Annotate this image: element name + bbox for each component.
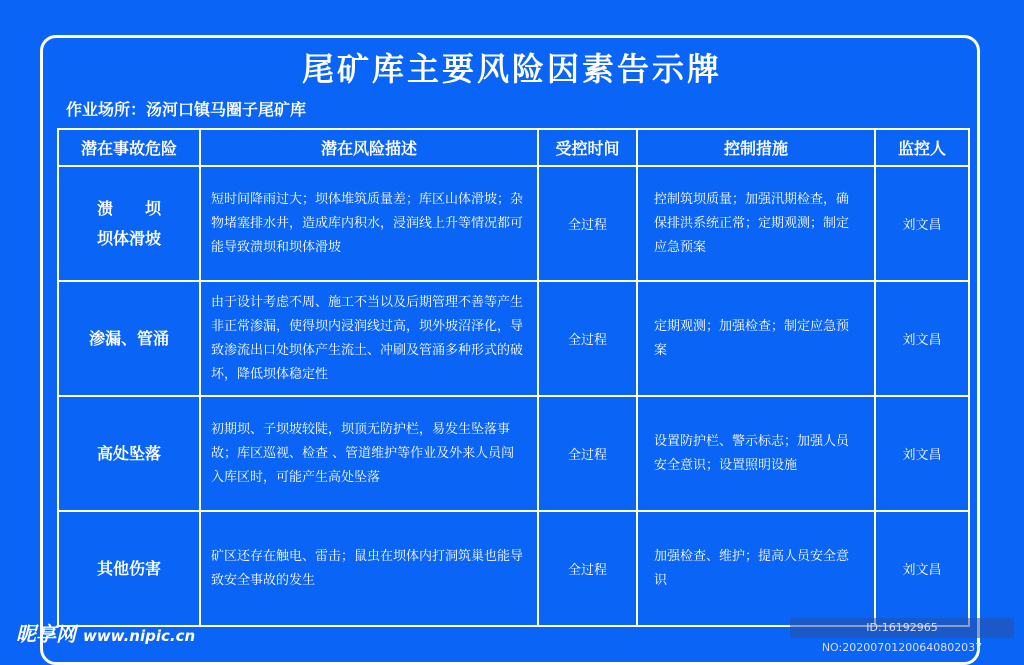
description-cell: 由于设计考虑不周、施工不当以及后期管理不善等产生非正常渗漏，使得坝内浸润线过高，坝外坡沼泽化，导致渗流出口处坝体产生流土、冲刷及管涌多种形式的破坏，降低坝体稳定性 bbox=[200, 281, 538, 396]
watermark-logo-text: 昵享网 bbox=[16, 622, 76, 646]
work-site: 作业场所：汤河口镇马圈子尾矿库 bbox=[66, 100, 307, 119]
control-cell: 定期观测；加强检查；制定应急预案 bbox=[637, 281, 875, 396]
time-cell: 全过程 bbox=[538, 396, 637, 511]
watermark-url: www.nipic.cn bbox=[82, 627, 196, 645]
person-cell: 刘文昌 bbox=[875, 281, 969, 396]
header-description: 潜在风险描述 bbox=[200, 129, 538, 166]
table-row bbox=[58, 511, 969, 626]
header-hazard: 潜在事故危险 bbox=[58, 129, 200, 166]
page-title: 尾矿库主要风险因素告示牌 bbox=[301, 50, 722, 88]
header-person: 监控人 bbox=[875, 129, 969, 166]
hazard-cell: 渗漏、管涌 bbox=[58, 281, 200, 396]
table-header bbox=[58, 129, 969, 166]
watermark-id: ID:16192965 NO:20200701200640802037 bbox=[790, 618, 1014, 638]
hazard-cell: 其他伤害 bbox=[58, 511, 200, 626]
watermark-logo bbox=[16, 618, 195, 647]
person-cell: 刘文昌 bbox=[875, 511, 969, 626]
table-row bbox=[58, 396, 969, 511]
header-control: 控制措施 bbox=[637, 129, 875, 166]
hazard-line: 坝体滑坡 bbox=[96, 228, 161, 248]
header-time: 受控时间 bbox=[538, 129, 637, 166]
hazard-cell: 高处坠落 bbox=[58, 396, 200, 511]
person-cell: 刘文昌 bbox=[875, 166, 969, 281]
time-cell: 全过程 bbox=[538, 281, 637, 396]
description-cell: 短时间降雨过大；坝体堆筑质量差；库区山体滑坡；杂物堵塞排水井，造成库内积水，浸润线上升等情况都可能导致溃坝和坝体滑坡 bbox=[200, 166, 538, 281]
hazard-line: 溃 坝 bbox=[96, 198, 161, 218]
table-row bbox=[58, 281, 969, 396]
control-cell: 设置防护栏、警示标志；加强人员安全意识；设置照明设施 bbox=[637, 396, 875, 511]
risk-table bbox=[57, 128, 970, 627]
description-cell: 矿区还存在触电、雷击；鼠虫在坝体内打洞筑巢也能导致安全事故的发生 bbox=[200, 511, 538, 626]
table-row bbox=[58, 166, 969, 281]
control-cell: 加强检查、维护；提高人员安全意识 bbox=[637, 511, 875, 626]
person-cell: 刘文昌 bbox=[875, 396, 969, 511]
control-cell: 控制筑坝质量；加强汛期检查，确保排洪系统正常；定期观测；制定应急预案 bbox=[637, 166, 875, 281]
time-cell: 全过程 bbox=[538, 511, 637, 626]
hazard-cell bbox=[58, 166, 200, 281]
time-cell: 全过程 bbox=[538, 166, 637, 281]
description-cell: 初期坝、子坝坡较陡，坝顶无防护栏，易发生坠落事故；库区巡视、检查 、管道维护等作业及外来人员闯入库区时，可能产生高处坠落 bbox=[200, 396, 538, 511]
